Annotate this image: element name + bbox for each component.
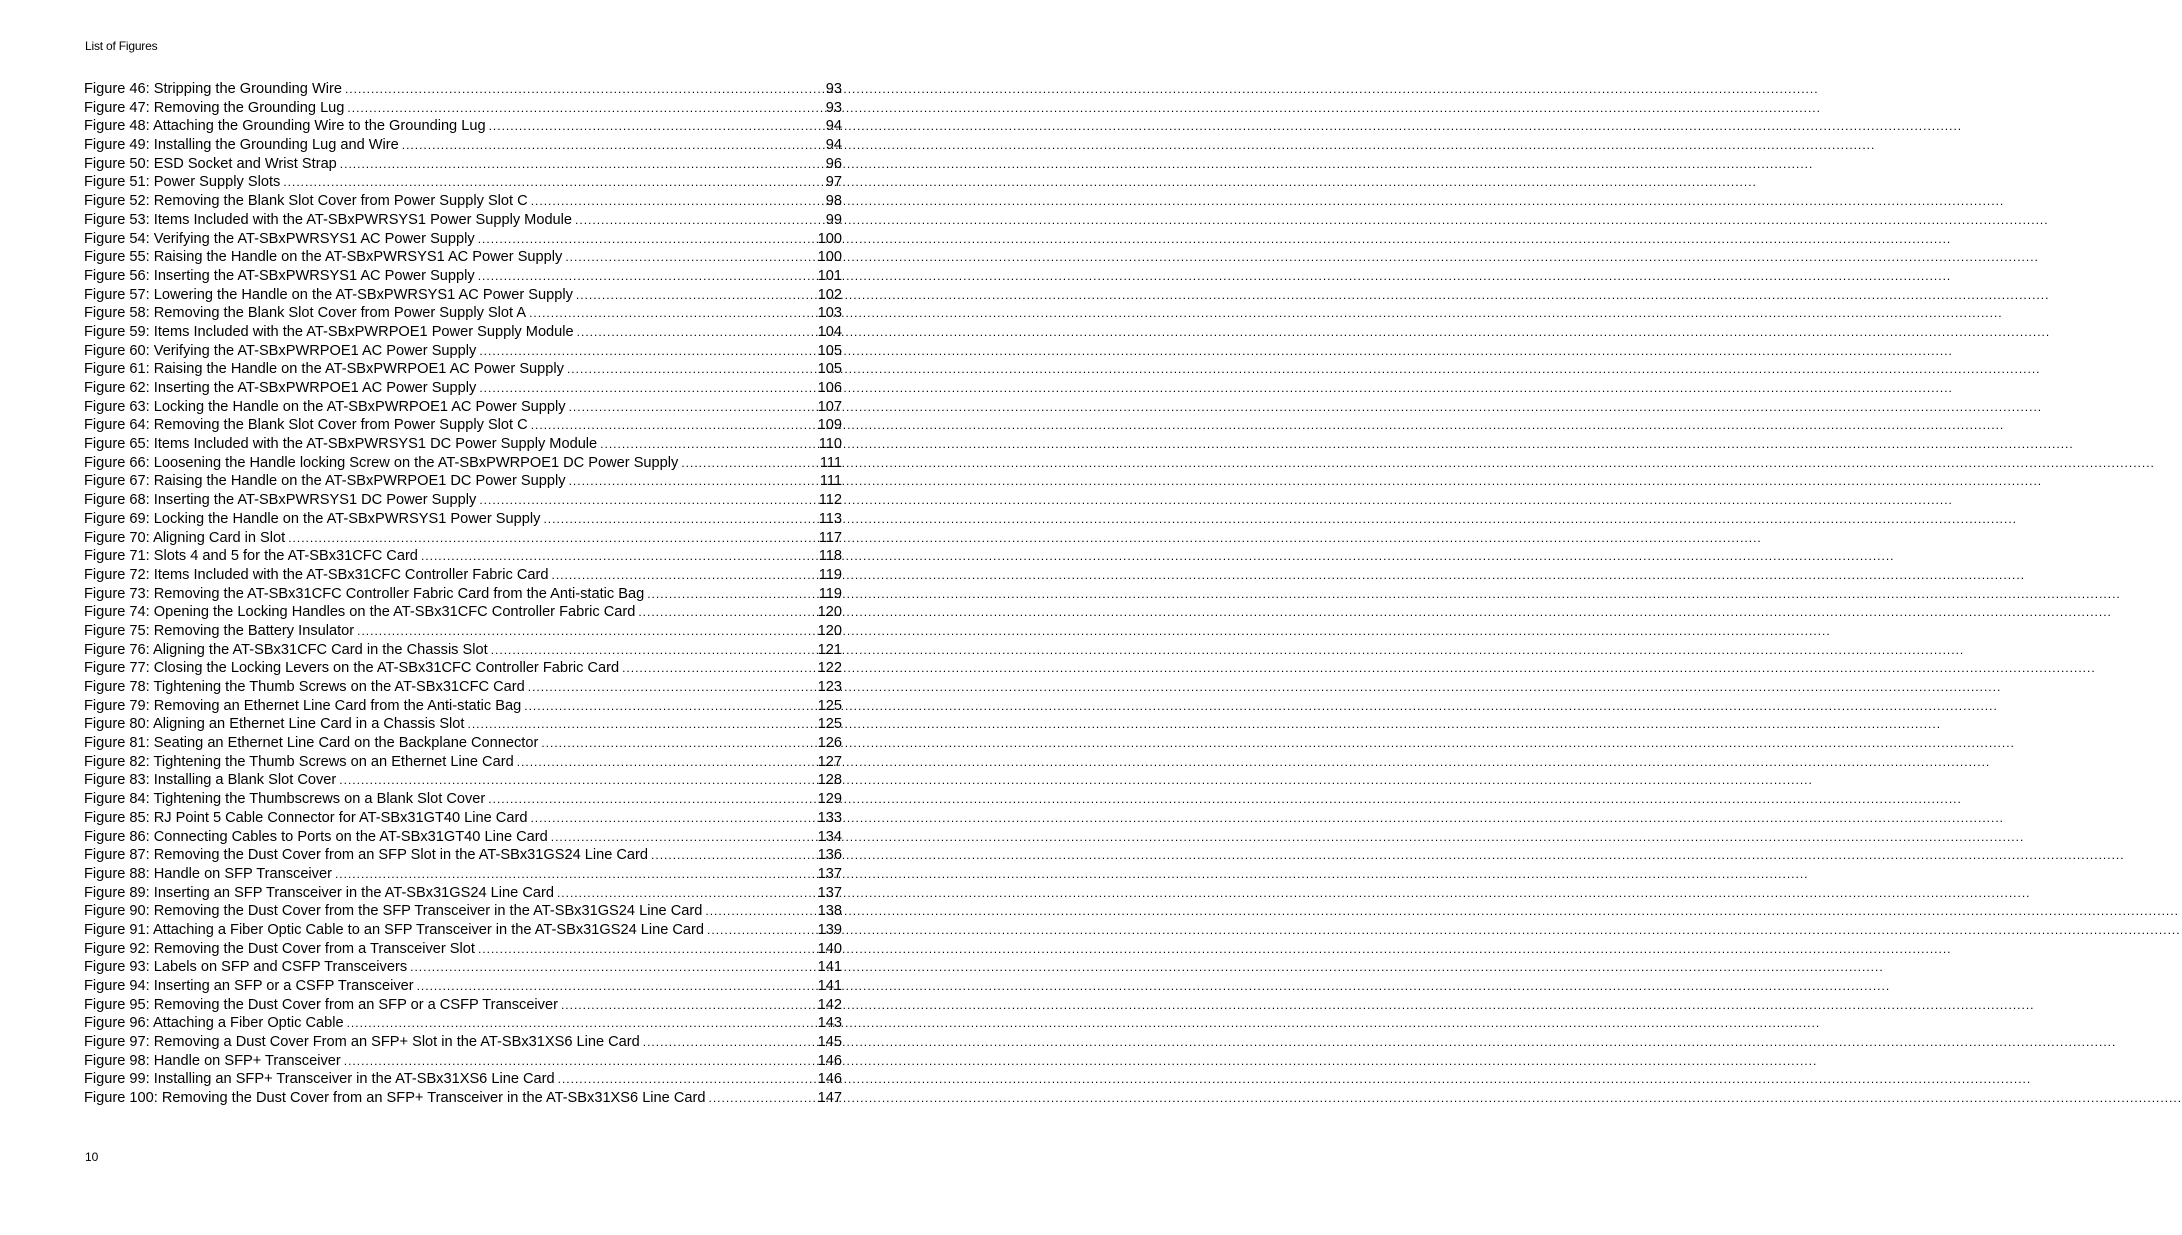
figure-page-number: 113 bbox=[818, 510, 842, 527]
figure-title: Figure 87: Removing the Dust Cover from an SFP Slot in the AT-SBx31GS24 Line Card bbox=[84, 847, 649, 864]
dot-leader bbox=[357, 622, 814, 641]
dot-leader bbox=[478, 267, 814, 286]
figure-title: Figure 89: Inserting an SFP Transceiver in the AT-SBx31GS24 Line Card bbox=[84, 884, 554, 901]
figure-title: Figure 68: Inserting the AT-SBxPWRSYS1 DC Power Supply bbox=[84, 492, 477, 509]
figure-page-number: 133 bbox=[817, 809, 842, 826]
figure-title: Figure 72: Items Included with the AT-SBx31CFC Controller Fabric Card bbox=[84, 566, 549, 583]
figure-page-number: 126 bbox=[817, 735, 842, 752]
figure-page-number: 141 bbox=[817, 959, 842, 976]
dot-leader bbox=[569, 472, 816, 491]
figure-page-number: 118 bbox=[818, 548, 842, 565]
dot-leader bbox=[575, 211, 822, 230]
figure-entry[interactable] bbox=[84, 902, 842, 921]
figure-entry[interactable] bbox=[84, 734, 842, 753]
figure-title: Figure 95: Removing the Dust Cover from an SFP or a CSFP Transceiver bbox=[84, 996, 558, 1013]
figure-title: Figure 74: Opening the Locking Handles on the AT-SBx31CFC Controller Fabric Card bbox=[84, 604, 636, 621]
figure-entry[interactable] bbox=[84, 286, 842, 305]
figure-entry[interactable] bbox=[84, 454, 842, 473]
figure-page-number: 100 bbox=[817, 230, 842, 247]
figure-entry[interactable] bbox=[84, 697, 842, 716]
figure-title: Figure 85: RJ Point 5 Cable Connector for AT-SBx31GT40 Line Card bbox=[84, 809, 528, 826]
dot-leader bbox=[681, 454, 815, 473]
figure-page-number: 137 bbox=[817, 884, 842, 901]
figure-entry[interactable] bbox=[84, 398, 842, 417]
dot-leader bbox=[491, 641, 814, 660]
figure-page-number: 111 bbox=[819, 454, 842, 471]
figure-entry[interactable] bbox=[84, 1052, 842, 1071]
figure-title: Figure 66: Loosening the Handle locking Screw on the AT-SBxPWRPOE1 DC Power Supply bbox=[84, 454, 679, 471]
figure-title: Figure 93: Labels on SFP and CSFP Transceivers bbox=[84, 959, 408, 976]
dot-leader bbox=[647, 585, 815, 604]
figure-entry[interactable] bbox=[84, 379, 842, 398]
dot-leader bbox=[557, 884, 814, 903]
figure-title: Figure 76: Aligning the AT-SBx31CFC Card in the Chassis Slot bbox=[84, 641, 488, 658]
figure-entry[interactable] bbox=[84, 958, 842, 977]
figure-entry[interactable] bbox=[84, 809, 842, 828]
figure-page-number: 121 bbox=[817, 641, 842, 658]
figure-title: Figure 99: Installing an SFP+ Transceiver in the AT-SBx31XS6 Line Card bbox=[84, 1071, 555, 1088]
figure-title: Figure 69: Locking the Handle on the AT-SBxPWRSYS1 Power Supply bbox=[84, 510, 541, 527]
figure-title: Figure 83: Installing a Blank Slot Cover bbox=[84, 772, 337, 789]
figure-page-number: 120 bbox=[817, 604, 842, 621]
figure-entry[interactable] bbox=[84, 230, 842, 249]
figure-page-number: 143 bbox=[817, 1015, 842, 1032]
figure-entry[interactable] bbox=[84, 211, 842, 230]
figure-title: Figure 80: Aligning an Ethernet Line Card in a Chassis Slot bbox=[84, 716, 465, 733]
figure-title: Figure 53: Items Included with the AT-SBxPWRSYS1 Power Supply Module bbox=[84, 211, 573, 228]
figure-page-number: 98 bbox=[825, 193, 842, 210]
figure-title: Figure 62: Inserting the AT-SBxPWRPOE1 AC Power Supply bbox=[84, 380, 477, 396]
figure-page-number: 138 bbox=[817, 903, 842, 920]
figure-title: Figure 97: Removing a Dust Cover From an SFP+ Slot in the AT-SBx31XS6 Line Card bbox=[84, 1034, 640, 1051]
figure-entry[interactable] bbox=[84, 416, 842, 435]
figure-entry[interactable] bbox=[84, 1014, 842, 1033]
figure-entry[interactable] bbox=[84, 323, 842, 342]
figure-page-number: 112 bbox=[818, 492, 842, 509]
figure-title: Figure 86: Connecting Cables to Ports on the AT-SBx31GT40 Line Card bbox=[84, 828, 548, 845]
figure-title: Figure 56: Inserting the AT-SBxPWRSYS1 AC Power Supply bbox=[84, 267, 475, 284]
figure-page-number: 119 bbox=[818, 566, 842, 583]
dot-leader bbox=[529, 304, 814, 323]
figure-page-number: 146 bbox=[817, 1071, 842, 1088]
figure-title: Figure 63: Locking the Handle on the AT-SBxPWRPOE1 AC Power Supply bbox=[84, 398, 566, 415]
dot-leader bbox=[651, 846, 814, 865]
figure-page-number: 122 bbox=[817, 660, 842, 677]
figure-page-number: 142 bbox=[817, 996, 842, 1013]
dot-leader bbox=[347, 1014, 814, 1033]
figure-title: Figure 91: Attaching a Fiber Optic Cable to an SFP Transceiver in the AT-SBx31GS24 Line Card bbox=[84, 921, 705, 938]
figure-entry[interactable] bbox=[84, 659, 842, 678]
dot-leader bbox=[643, 1033, 814, 1052]
figure-page-number: 134 bbox=[817, 828, 842, 845]
figure-title: Figure 57: Lowering the Handle on the AT-SBxPWRSYS1 AC Power Supply bbox=[84, 286, 573, 303]
figure-page-number: 96 bbox=[825, 155, 842, 172]
figure-entry[interactable] bbox=[84, 360, 842, 379]
figure-title: Figure 73: Removing the AT-SBx31CFC Controller Fabric Card from the Anti-static Bag bbox=[84, 585, 645, 602]
figure-entry[interactable] bbox=[84, 977, 842, 996]
figure-entry[interactable] bbox=[84, 1033, 842, 1052]
figure-page-number: 119 bbox=[818, 585, 842, 602]
dot-leader bbox=[479, 491, 814, 510]
figure-title: Figure 81: Seating an Ethernet Line Card on the Backplane Connector bbox=[84, 735, 539, 752]
figure-page-number: 105 bbox=[817, 342, 842, 359]
figure-page-number: 107 bbox=[817, 398, 842, 415]
dot-leader bbox=[558, 1070, 814, 1089]
dot-leader bbox=[707, 921, 814, 940]
dot-leader bbox=[479, 379, 813, 398]
figure-page-number: 99 bbox=[825, 211, 842, 228]
figure-entry[interactable] bbox=[84, 566, 842, 585]
figure-entry[interactable] bbox=[84, 884, 842, 903]
figure-title: Figure 65: Items Included with the AT-SBxPWRSYS1 DC Power Supply Module bbox=[84, 436, 598, 453]
dot-leader bbox=[531, 192, 822, 211]
figure-entry[interactable] bbox=[84, 940, 842, 959]
figure-page-number: 117 bbox=[818, 529, 842, 546]
dot-leader bbox=[561, 996, 814, 1015]
figure-page-number: 128 bbox=[817, 772, 842, 789]
dot-leader bbox=[340, 155, 822, 174]
figure-entry[interactable] bbox=[84, 491, 842, 510]
dot-leader bbox=[638, 603, 813, 622]
figure-title: Figure 47: Removing the Grounding Lug bbox=[84, 99, 345, 116]
figure-page-number: 100 bbox=[817, 249, 842, 266]
dot-leader bbox=[600, 435, 815, 454]
dot-leader bbox=[344, 1052, 814, 1071]
figure-title: Figure 55: Raising the Handle on the AT-SBxPWRSYS1 AC Power Supply bbox=[84, 249, 563, 266]
figure-page-number: 103 bbox=[817, 305, 842, 322]
figure-entry[interactable] bbox=[84, 472, 842, 491]
dot-leader bbox=[524, 697, 813, 716]
figure-title: Figure 90: Removing the Dust Cover from the SFP Transceiver in the AT-SBx31GS24 Line Card bbox=[84, 903, 703, 920]
figure-title: Figure 50: ESD Socket and Wrist Strap bbox=[84, 155, 337, 172]
dot-leader bbox=[576, 286, 814, 305]
figure-entry[interactable] bbox=[84, 117, 842, 136]
figure-page-number: 120 bbox=[817, 622, 842, 639]
figure-title: Figure 88: Handle on SFP Transceiver bbox=[84, 865, 332, 882]
figure-entry[interactable] bbox=[84, 603, 842, 622]
figure-title: Figure 58: Removing the Blank Slot Cover from Power Supply Slot A bbox=[84, 305, 527, 322]
figure-entry[interactable] bbox=[84, 715, 842, 734]
figure-title: Figure 49: Installing the Grounding Lug and Wire bbox=[84, 137, 399, 154]
dot-leader bbox=[708, 1089, 813, 1108]
figure-entry[interactable] bbox=[84, 921, 842, 940]
dot-leader bbox=[417, 977, 814, 996]
figure-entry[interactable] bbox=[84, 99, 842, 118]
figure-entry[interactable] bbox=[84, 267, 842, 286]
figure-page-number: 101 bbox=[817, 267, 842, 284]
dot-leader bbox=[410, 958, 814, 977]
dot-leader bbox=[335, 865, 814, 884]
figure-page-number: 123 bbox=[817, 679, 842, 695]
figure-entry[interactable] bbox=[84, 547, 842, 566]
figure-page-number: 94 bbox=[825, 118, 842, 135]
figure-title: Figure 79: Removing an Ethernet Line Card from the Anti-static Bag bbox=[84, 697, 522, 714]
figure-entry[interactable] bbox=[84, 753, 842, 772]
figure-title: Figure 77: Closing the Locking Levers on the AT-SBx31CFC Controller Fabric Card bbox=[84, 660, 620, 677]
dot-leader bbox=[551, 566, 814, 585]
figure-entry[interactable] bbox=[84, 435, 842, 454]
figure-entry[interactable] bbox=[84, 80, 842, 99]
figure-page-number: 127 bbox=[817, 753, 842, 770]
dot-leader bbox=[705, 902, 813, 921]
figure-title: Figure 64: Removing the Blank Slot Cover from Power Supply Slot C bbox=[84, 417, 528, 434]
figure-title: Figure 60: Verifying the AT-SBxPWRPOE1 AC Power Supply bbox=[84, 342, 477, 359]
dot-leader bbox=[478, 230, 814, 249]
figure-page-number: 93 bbox=[825, 81, 842, 97]
figure-page-number: 141 bbox=[817, 978, 842, 994]
figure-page-number: 104 bbox=[817, 323, 842, 340]
dot-leader bbox=[517, 753, 814, 772]
figure-title: Figure 46: Stripping the Grounding Wire bbox=[84, 81, 342, 97]
figure-title: Figure 96: Attaching a Fiber Optic Cable bbox=[84, 1015, 344, 1032]
figure-page-number: 105 bbox=[817, 361, 842, 378]
figure-title: Figure 48: Attaching the Grounding Wire to the Grounding Lug bbox=[84, 118, 486, 135]
dot-leader bbox=[339, 771, 813, 790]
figure-page-number: 111 bbox=[819, 473, 842, 490]
figure-entry[interactable] bbox=[84, 136, 842, 155]
dot-leader bbox=[345, 80, 822, 99]
figure-entry[interactable] bbox=[84, 828, 842, 847]
dot-leader bbox=[531, 416, 814, 435]
figure-title: Figure 67: Raising the Handle on the AT-SBxPWRPOE1 DC Power Supply bbox=[84, 473, 566, 490]
dot-leader bbox=[478, 940, 814, 959]
figure-title: Figure 100: Removing the Dust Cover from an SFP+ Transceiver in the AT-SBx31XS6 Line Card bbox=[84, 1090, 706, 1107]
dot-leader bbox=[421, 547, 815, 566]
dot-leader bbox=[488, 790, 813, 809]
running-header: List of Figures bbox=[85, 39, 158, 53]
figure-entry[interactable] bbox=[84, 192, 842, 211]
figure-entry[interactable] bbox=[84, 248, 842, 267]
figure-page-number: 129 bbox=[817, 791, 842, 808]
figure-entry[interactable] bbox=[84, 641, 842, 660]
figure-title: Figure 94: Inserting an SFP or a CSFP Transceiver bbox=[84, 978, 414, 994]
figure-title: Figure 59: Items Included with the AT-SBxPWRPOE1 Power Supply Module bbox=[84, 323, 574, 340]
figure-page-number: 145 bbox=[817, 1034, 842, 1051]
figure-page-number: 110 bbox=[818, 436, 842, 453]
figure-entry[interactable] bbox=[84, 1089, 842, 1108]
dot-leader bbox=[622, 659, 814, 678]
figure-page-number: 140 bbox=[817, 940, 842, 957]
dot-leader bbox=[467, 715, 813, 734]
dot-leader bbox=[530, 809, 813, 828]
dot-leader bbox=[402, 136, 822, 155]
figure-title: Figure 61: Raising the Handle on the AT-SBxPWRPOE1 AC Power Supply bbox=[84, 361, 564, 378]
dot-leader bbox=[283, 173, 821, 192]
dot-leader bbox=[528, 678, 814, 697]
figure-page-number: 139 bbox=[817, 921, 842, 938]
figure-title: Figure 54: Verifying the AT-SBxPWRSYS1 AC Power Supply bbox=[84, 230, 475, 247]
figure-title: Figure 71: Slots 4 and 5 for the AT-SBx31CFC Card bbox=[84, 548, 418, 565]
figure-entry[interactable] bbox=[84, 1070, 842, 1089]
figure-entry[interactable] bbox=[84, 622, 842, 641]
figure-title: Figure 52: Removing the Blank Slot Cover from Power Supply Slot C bbox=[84, 193, 528, 210]
figure-title: Figure 98: Handle on SFP+ Transceiver bbox=[84, 1052, 341, 1069]
figure-title: Figure 84: Tightening the Thumbscrews on a Blank Slot Cover bbox=[84, 791, 486, 808]
dot-leader bbox=[565, 248, 813, 267]
figure-page-number: 106 bbox=[817, 380, 842, 396]
figure-entry[interactable] bbox=[84, 678, 842, 697]
figure-title: Figure 92: Removing the Dust Cover from a Transceiver Slot bbox=[84, 940, 475, 957]
figure-title: Figure 78: Tightening the Thumb Screws on the AT-SBx31CFC Card bbox=[84, 679, 525, 695]
figure-entry[interactable] bbox=[84, 342, 842, 361]
figure-page-number: 125 bbox=[817, 716, 842, 733]
dot-leader bbox=[543, 510, 814, 529]
figure-page-number: 146 bbox=[817, 1052, 842, 1069]
figure-page-number: 97 bbox=[825, 174, 842, 191]
page-number: 10 bbox=[85, 1150, 99, 1164]
figure-entry[interactable] bbox=[84, 304, 842, 323]
figure-entry[interactable] bbox=[84, 846, 842, 865]
figure-title: Figure 51: Power Supply Slots bbox=[84, 174, 281, 191]
figure-list bbox=[84, 80, 842, 1108]
figure-entry[interactable] bbox=[84, 790, 842, 809]
dot-leader bbox=[288, 529, 815, 548]
dot-leader bbox=[479, 342, 813, 361]
figure-page-number: 125 bbox=[817, 697, 842, 714]
figure-entry[interactable] bbox=[84, 771, 842, 790]
figure-title: Figure 82: Tightening the Thumb Screws on an Ethernet Line Card bbox=[84, 753, 514, 770]
dot-leader bbox=[569, 398, 814, 417]
figure-entry[interactable] bbox=[84, 155, 842, 174]
figure-page-number: 102 bbox=[817, 286, 842, 303]
figure-entry[interactable] bbox=[84, 529, 842, 548]
figure-title: Figure 75: Removing the Battery Insulator bbox=[84, 622, 355, 639]
figure-page-number: 137 bbox=[817, 865, 842, 882]
figure-title: Figure 70: Aligning Card in Slot bbox=[84, 529, 286, 546]
figure-entry[interactable] bbox=[84, 585, 842, 604]
figure-page-number: 147 bbox=[817, 1090, 842, 1107]
dot-leader bbox=[347, 99, 821, 118]
dot-leader bbox=[489, 117, 822, 136]
figure-page-number: 94 bbox=[825, 137, 842, 154]
dot-leader bbox=[551, 828, 814, 847]
figure-entry[interactable] bbox=[84, 173, 842, 192]
figure-entry[interactable] bbox=[84, 510, 842, 529]
dot-leader bbox=[567, 360, 814, 379]
figure-page-number: 109 bbox=[817, 417, 842, 434]
figure-page-number: 136 bbox=[817, 847, 842, 864]
figure-entry[interactable] bbox=[84, 865, 842, 884]
figure-entry[interactable] bbox=[84, 996, 842, 1015]
figure-page-number: 93 bbox=[825, 99, 842, 116]
dot-leader bbox=[577, 323, 814, 342]
dot-leader bbox=[541, 734, 813, 753]
